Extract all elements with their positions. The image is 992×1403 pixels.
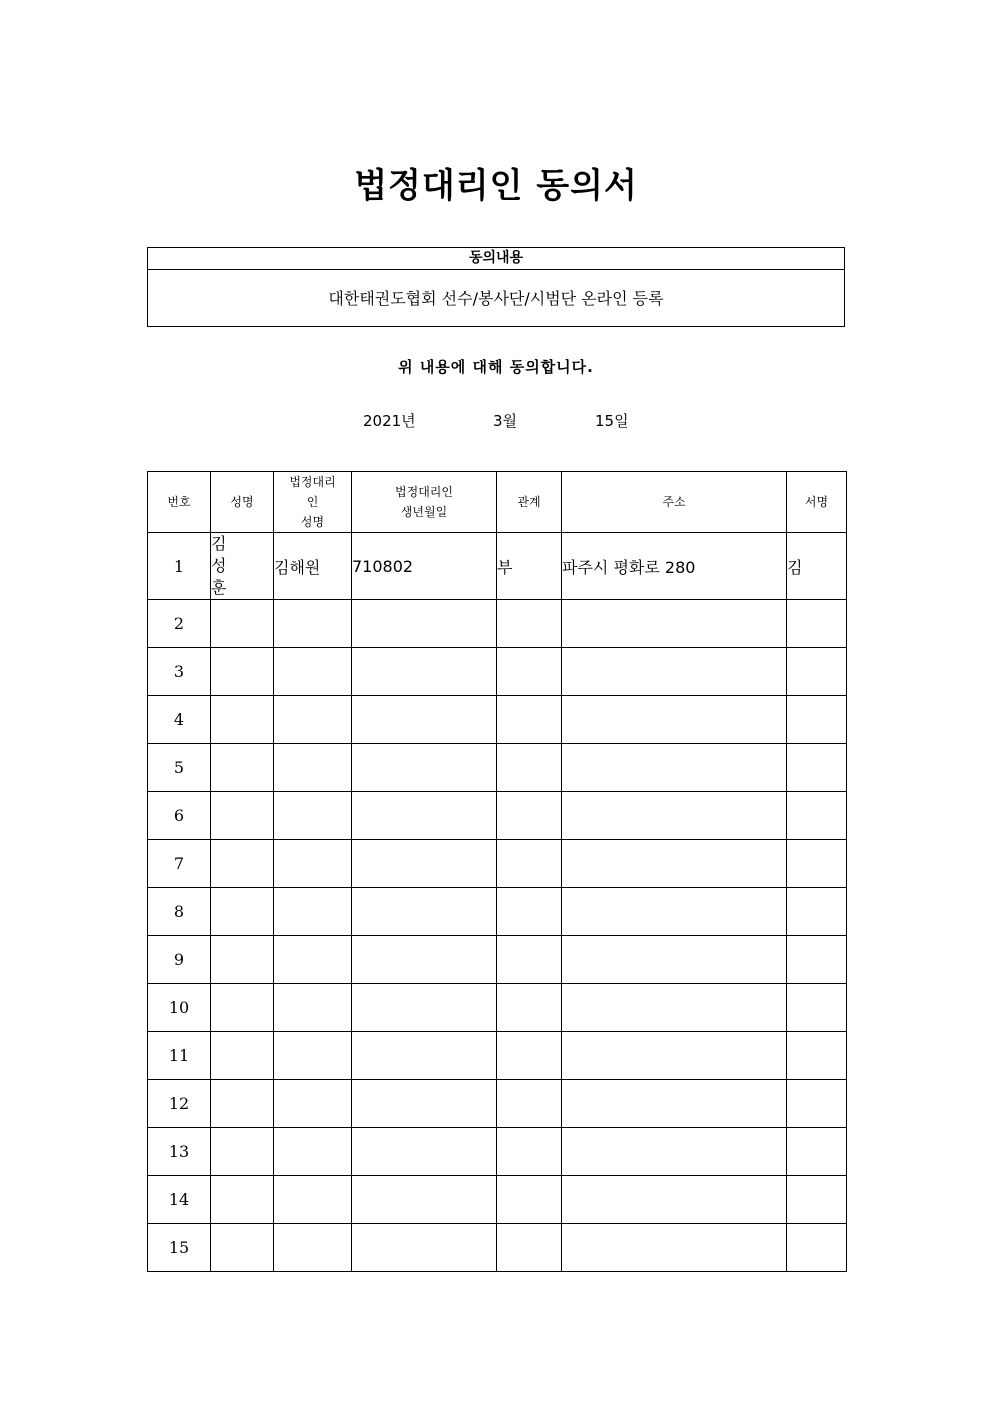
header-address: 주소 [562,472,787,533]
cell-no: 9 [148,936,211,984]
table-row [148,1224,847,1272]
cell-no: 7 [148,840,211,888]
cell-guardian-name [274,792,352,840]
cell-signature [787,648,847,696]
cell-guardian-name [274,888,352,936]
header-signature: 서명 [787,472,847,533]
cell-guardian-name [274,1032,352,1080]
cell-no: 2 [148,600,211,648]
cell-guardian-name [274,936,352,984]
cell-guardian-birth [352,1176,497,1224]
cell-signature [787,744,847,792]
cell-relation [497,1176,562,1224]
cell-no: 12 [148,1080,211,1128]
cell-no: 5 [148,744,211,792]
cell-guardian-name [274,1224,352,1272]
cell-relation: 부 [497,533,562,600]
cell-signature [787,888,847,936]
cell-guardian-name [274,600,352,648]
cell-no: 3 [148,648,211,696]
cell-address [562,1080,787,1128]
cell-guardian-birth [352,696,497,744]
cell-guardian-name [274,648,352,696]
table-row [148,1176,847,1224]
cell-name [211,936,274,984]
cell-no: 8 [148,888,211,936]
cell-name [211,744,274,792]
cell-relation [497,648,562,696]
cell-guardian-birth [352,1080,497,1128]
cell-guardian-birth [352,648,497,696]
cell-signature [787,696,847,744]
cell-guardian-name [274,744,352,792]
cell-no: 10 [148,984,211,1032]
cell-address [562,984,787,1032]
cell-address [562,600,787,648]
cell-guardian-birth [352,1032,497,1080]
header-guardian-name: 법정대리 인 성명 [274,472,352,533]
cell-signature [787,984,847,1032]
date-year: 2021년 [363,412,416,430]
cell-name [211,1032,274,1080]
cell-address [562,1032,787,1080]
cell-relation [497,936,562,984]
table-row [148,1080,847,1128]
cell-address [562,792,787,840]
table-row [148,1128,847,1176]
cell-address: 파주시 평화로 280 [562,533,787,600]
cell-relation [497,840,562,888]
cell-name [211,1128,274,1176]
cell-name [211,1224,274,1272]
table-row [148,696,847,744]
cell-name [211,840,274,888]
cell-signature [787,1032,847,1080]
cell-signature [787,792,847,840]
cell-guardian-birth [352,984,497,1032]
cell-guardian-birth [352,600,497,648]
table-row [148,840,847,888]
cell-name: 김 성 훈 [211,533,274,600]
header-no: 번호 [148,472,211,533]
date-day: 15일 [595,412,629,430]
cell-guardian-birth [352,1224,497,1272]
table-row [148,744,847,792]
cell-name [211,1080,274,1128]
cell-no: 4 [148,696,211,744]
cell-signature [787,840,847,888]
cell-signature: 김 [787,533,847,600]
consent-content: 대한태권도협회 선수/봉사단/시범단 온라인 등록 [328,289,664,308]
cell-no: 13 [148,1128,211,1176]
cell-address [562,1128,787,1176]
header-name: 성명 [211,472,274,533]
cell-no: 15 [148,1224,211,1272]
cell-guardian-name [274,1080,352,1128]
table-header-row [148,472,847,533]
cell-relation [497,1224,562,1272]
cell-relation [497,696,562,744]
cell-signature [787,1224,847,1272]
cell-guardian-name: 김해원 [274,533,352,600]
cell-guardian-name [274,1128,352,1176]
cell-guardian-birth: 710802 [352,533,497,600]
cell-name [211,696,274,744]
cell-guardian-name [274,696,352,744]
cell-no: 14 [148,1176,211,1224]
cell-address [562,696,787,744]
guardian-table [147,471,847,1272]
cell-address [562,840,787,888]
cell-guardian-birth [352,1128,497,1176]
header-relation: 관계 [497,472,562,533]
cell-guardian-birth [352,840,497,888]
cell-signature [787,936,847,984]
cell-name [211,984,274,1032]
consent-box [147,247,845,327]
cell-name [211,600,274,648]
table-row [148,936,847,984]
cell-relation [497,1032,562,1080]
cell-no: 11 [148,1032,211,1080]
header-guardian-birth: 법정대리인 생년월일 [352,472,497,533]
agreement-statement: 위 내용에 대해 동의합니다. [398,358,594,376]
cell-name [211,888,274,936]
document-title: 법정대리인 동의서 [354,166,638,206]
consent-header: 동의내용 [148,248,844,270]
table-row [148,648,847,696]
cell-address [562,1176,787,1224]
cell-name [211,1176,274,1224]
cell-signature [787,1128,847,1176]
cell-no: 1 [148,533,211,600]
table-row [148,533,847,600]
cell-relation [497,1080,562,1128]
cell-name [211,648,274,696]
cell-guardian-name [274,840,352,888]
cell-guardian-name [274,984,352,1032]
table-row [148,792,847,840]
cell-signature [787,600,847,648]
cell-guardian-birth [352,888,497,936]
date-month: 3월 [493,412,518,430]
cell-relation [497,888,562,936]
cell-relation [497,792,562,840]
cell-relation [497,744,562,792]
cell-guardian-birth [352,936,497,984]
cell-signature [787,1176,847,1224]
cell-name [211,792,274,840]
cell-address [562,648,787,696]
cell-address [562,936,787,984]
table-row [148,888,847,936]
table-row [148,600,847,648]
cell-address [562,1224,787,1272]
cell-address [562,888,787,936]
cell-guardian-birth [352,792,497,840]
cell-guardian-birth [352,744,497,792]
cell-address [562,744,787,792]
cell-guardian-name [274,1176,352,1224]
cell-signature [787,1080,847,1128]
cell-no: 6 [148,792,211,840]
table-row [148,984,847,1032]
cell-relation [497,984,562,1032]
cell-relation [497,600,562,648]
table-row [148,1032,847,1080]
cell-relation [497,1128,562,1176]
